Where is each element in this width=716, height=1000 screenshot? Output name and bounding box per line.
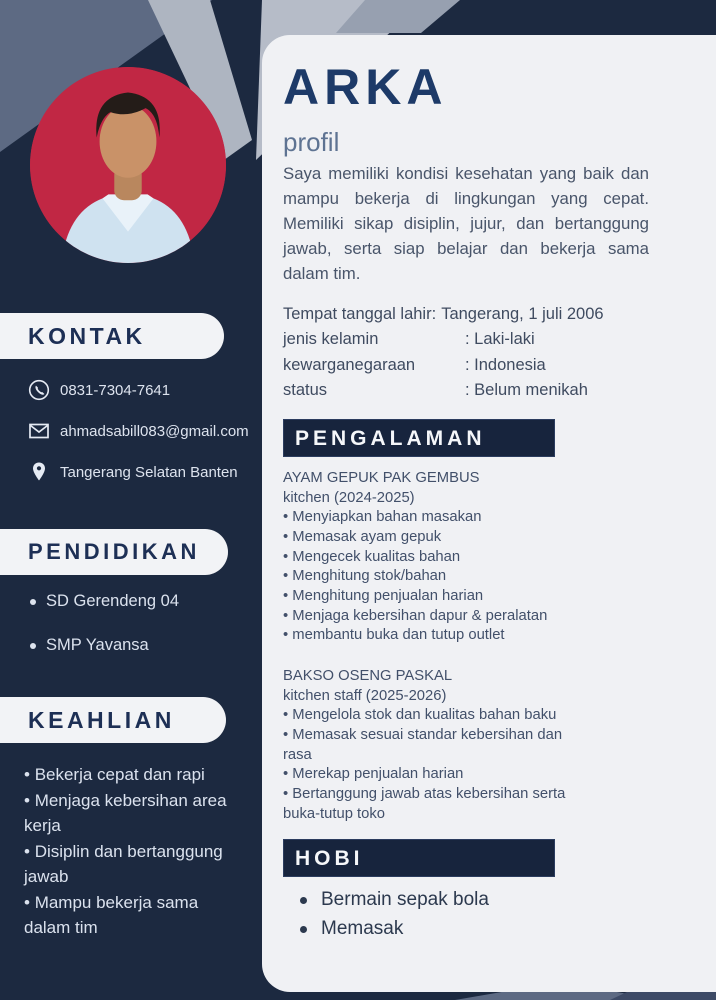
profil-summary: Saya memiliki kondisi kesehatan yang baik dan mampu bekerja di lingkungan yang cepat. Memiliki sikap disiplin, jujur, dan bertanggung jawab, serta siap belajar dan bekerja sama dalam tim. (283, 164, 649, 283)
location-icon (27, 460, 51, 484)
education-item (0, 592, 255, 611)
email-address: ahmadsabill083@gmail.com (60, 422, 249, 440)
skill-item: • Menjaga kebersihan area kerja (24, 788, 248, 839)
job-duty: • Memasak sesuai standar kebersihan dan rasa (283, 726, 575, 765)
personal-row-nationality (283, 353, 696, 379)
profil-section-title: profil (283, 126, 340, 157)
company-name: AYAM GEPUK PAK GEMBUS (283, 469, 480, 486)
personal-value: : Laki-laki (465, 330, 535, 349)
education-list (0, 592, 255, 680)
skill-item: • Disiplin dan bertanggung jawab (24, 839, 248, 890)
job-role: kitchen (2024-2025) (283, 489, 415, 506)
bullet-dot (30, 643, 36, 649)
hobby-text: Memasak (321, 918, 404, 940)
education-item (0, 636, 255, 655)
personal-value: Tangerang, 1 juli 2006 (441, 304, 604, 323)
bullet-dot (30, 599, 36, 605)
job-duty: • Merekap penjualan harian (283, 765, 575, 785)
education-text: SD Gerendeng 04 (46, 592, 180, 610)
job-duty: • Menghitung penjualan harian (283, 587, 575, 607)
personal-info (283, 302, 696, 404)
section-header-keahlian: KEAHLIAN (0, 697, 226, 743)
job-duty: • Menjaga kebersihan dapur & peralatan (283, 607, 575, 627)
hobby-text: Bermain sepak bola (321, 889, 489, 911)
section-header-kontak: KONTAK (0, 313, 224, 359)
email-icon (27, 419, 51, 443)
job-duty: • Mengecek kualitas bahan (283, 548, 575, 568)
skill-item: • Mampu bekerja sama dalam tim (24, 890, 248, 941)
education-text: SMP Yavansa (46, 636, 149, 654)
personal-label: jenis kelamin (283, 330, 379, 349)
bullet-dot (300, 897, 307, 904)
experience-entry (283, 667, 575, 824)
section-header-hobi: HOBI (283, 839, 555, 877)
job-role: kitchen staff (2025-2026) (283, 687, 447, 704)
job-duty: • Menghitung stok/bahan (283, 567, 575, 587)
candidate-name: ARKA (283, 59, 448, 115)
profile-photo (30, 67, 226, 263)
contact-item-email (0, 419, 262, 443)
person-portrait-illustration (30, 67, 226, 263)
contact-item-location (0, 460, 262, 484)
personal-row-status (283, 378, 696, 404)
phone-number: 0831-7304-7641 (60, 381, 171, 399)
personal-label: kewarganegaraan (283, 355, 416, 374)
phone-icon (27, 378, 51, 402)
skill-item: • Bekerja cepat dan rapi (24, 762, 248, 788)
skill-list (24, 762, 248, 941)
job-duty: • Bertanggung jawab atas kebersihan serta buka-tutup toko (283, 785, 575, 824)
personal-value: : Belum menikah (465, 381, 588, 400)
main-card (262, 35, 716, 992)
job-duty: • Mengelola stok dan kualitas bahan baku (283, 706, 575, 726)
personal-label: Tempat tanggal lahir: (283, 304, 437, 323)
job-duty: • Memasak ayam gepuk (283, 528, 575, 548)
bullet-dot (300, 926, 307, 933)
contact-list (0, 378, 262, 501)
section-header-pengalaman: PENGALAMAN (283, 419, 555, 457)
hobby-item (300, 918, 696, 940)
hobby-list (283, 889, 696, 940)
experience-entry (283, 469, 575, 646)
location-text: Tangerang Selatan Banten (60, 463, 238, 481)
company-name: BAKSO OSENG PASKAL (283, 667, 453, 684)
contact-item-phone (0, 378, 262, 402)
section-header-pendidikan: PENDIDIKAN (0, 529, 228, 575)
personal-row-gender (283, 327, 696, 353)
hobby-item (300, 889, 696, 911)
personal-value: : Indonesia (465, 355, 546, 374)
job-duty: • membantu buka dan tutup outlet (283, 626, 575, 646)
personal-label: status (283, 381, 328, 400)
personal-row-birth (283, 302, 696, 328)
job-duty: • Menyiapkan bahan masakan (283, 508, 575, 528)
